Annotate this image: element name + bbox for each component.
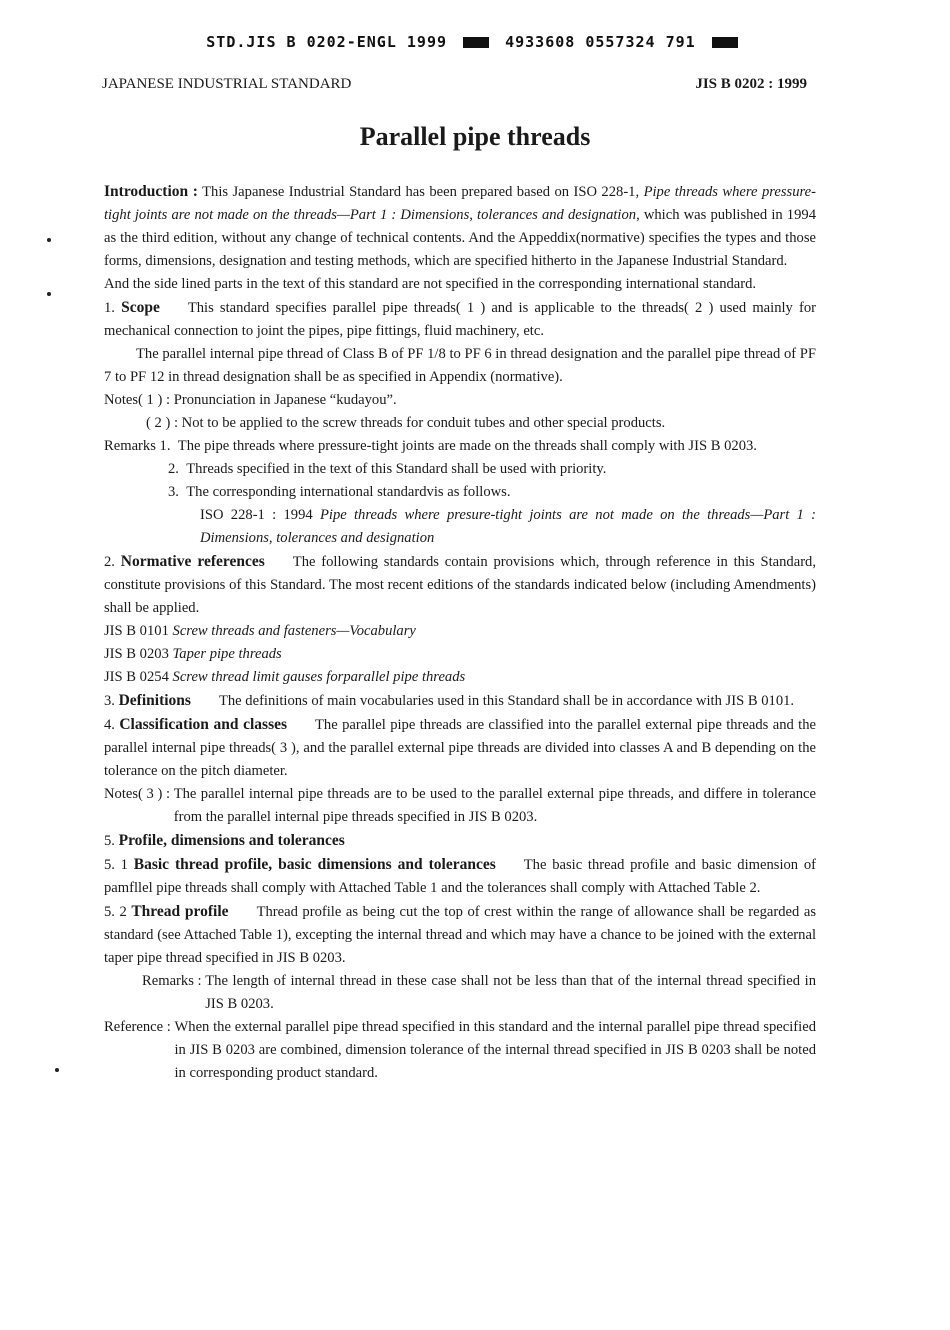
reference-item: JIS B 0101 Screw threads and fasteners—Vocabulary	[104, 623, 416, 639]
iso-reference: ISO 228-1 : 1994 Pipe threads where presure-tight joints are not made on the threads—Part 1 : Dimensions, tolerances and designation	[200, 507, 816, 546]
stamp-code: 4933608 0557324	[505, 33, 656, 51]
note-2: ( 2 ) : Not to be applied to the screw threads for conduit tubes and other special products.	[146, 415, 666, 431]
section-heading: Profile, dimensions and tolerances	[118, 832, 345, 849]
scan-dot	[47, 238, 51, 242]
section-2-normative-references: 2. Normative references The following standards contain provisions which, through reference in this Standard, constitute provisions of this Standard. The most recent editions of the standards indicated below (including Amendments) shall be applied.	[104, 553, 816, 616]
section-5-1: 5. 1 Basic thread profile, basic dimensions and tolerances The basic thread profile and basic dimension of pamfllel pipe threads shall comply with Attached Table 1 and the tolerances shall comply with Attached Table 2.	[104, 856, 816, 896]
subsection-heading: Basic thread profile, basic dimensions and tolerances	[133, 856, 496, 873]
intro-paragraph: Introduction : This Japanese Industrial Standard has been prepared based on ISO 228-1, Pipe threads where pressure-tight joints are not made on the threads—Part 1 : Dimensions, tolerances and designation, which was published in 1994 as the third edition, without any change of technical contents. And the Appeddix(normative) specifies the types and those forms, dimensions, designation and testing methods, which are specified hitherto in the Japanese Industrial Standard.	[104, 183, 817, 269]
header-standard-number: JIS B 0202 : 1999	[695, 76, 807, 92]
section-5-profile: 5. Profile, dimensions and tolerances	[104, 832, 345, 849]
stamp-suffix: 791	[665, 33, 696, 51]
scan-dot	[47, 292, 51, 296]
section-1-scope: 1. Scope This standard specifies parallel pipe threads( 1 ) and is applicable to the threads( 2 ) used mainly for mechanical connection to joint the pipes, pipe fittings, fluid machinery, etc.	[104, 299, 817, 339]
document-stamp	[0, 33, 950, 51]
remark-2: 2. Threads specified in the text of this Standard shall be used with priority.	[168, 461, 607, 477]
remark-1: Remarks 1. The pipe threads where pressure-tight joints are made on the threads shall comply with JIS B 0203.	[104, 438, 757, 454]
section-heading: Scope	[121, 299, 160, 316]
section-4-classification: 4. Classification and classes The parallel pipe threads are classified into the parallel external pipe threads and the parallel internal pipe threads( 3 ), and the parallel external pipe threads are divided into classes A and B depending on the tolerance on the pitch diameter.	[104, 716, 816, 779]
section-heading: Classification and classes	[119, 716, 288, 733]
stamp-id: STD.JIS B 0202-ENGL 1999	[206, 33, 448, 51]
section-5-2: 5. 2 Thread profile Thread profile as being cut the top of crest within the range of allowance shall be regarded as standard (see Attached Table 1), excepting the internal thread and which may have a chance to be joined with the external taper pipe thread specified in JIS B 0203.	[104, 903, 817, 966]
header-standard-label: JAPANESE INDUSTRIAL STANDARD	[102, 76, 352, 92]
section-heading: Normative references	[120, 553, 265, 570]
subsection-heading: Thread profile	[131, 903, 229, 920]
section-3-definitions: 3. Definitions The definitions of main vocabularies used in this Standard shall be in accordance with JIS B 0101.	[104, 692, 795, 709]
remarks-5-2: Remarks : The length of internal thread in these case shall not be less than that of the internal thread specified in JIS B 0203.	[142, 973, 816, 1012]
section-heading: Definitions	[118, 692, 191, 709]
stamp-block	[463, 37, 489, 48]
remark-3: 3. The corresponding international standardvis as follows.	[168, 484, 511, 500]
document-body	[104, 180, 816, 1085]
stamp-block	[712, 37, 738, 48]
intro-paragraph-2: And the side lined parts in the text of this standard are not specified in the corresponding international standard.	[104, 276, 757, 292]
intro-label: Introduction :	[104, 183, 198, 200]
scope-paragraph-2: The parallel internal pipe thread of Class B of PF 1/8 to PF 6 in thread designation and the parallel pipe thread of PF 7 to PF 12 in thread designation shall be as specified in Appendix (normative).	[104, 346, 816, 385]
reference-note: Reference : When the external parallel pipe thread specified in this standard and the internal parallel pipe thread specified in JIS B 0203 are combined, dimension tolerance of the internal thread specified in JIS B 0203 shall be noted in corresponding product standard.	[104, 1019, 816, 1081]
reference-item: JIS B 0254 Screw thread limit gauses forparallel pipe threads	[104, 669, 466, 685]
page-title: Parallel pipe threads	[359, 122, 591, 151]
note-1: Notes( 1 ) : Pronunciation in Japanese “kudayou”.	[104, 392, 397, 408]
reference-item: JIS B 0203 Taper pipe threads	[104, 646, 282, 662]
note-3: Notes( 3 ) : The parallel internal pipe threads are to be used to the parallel external pipe threads, and differe in tolerance from the parallel internal pipe threads specified in JIS B 0203.	[104, 786, 816, 825]
scan-dot	[55, 1068, 59, 1072]
